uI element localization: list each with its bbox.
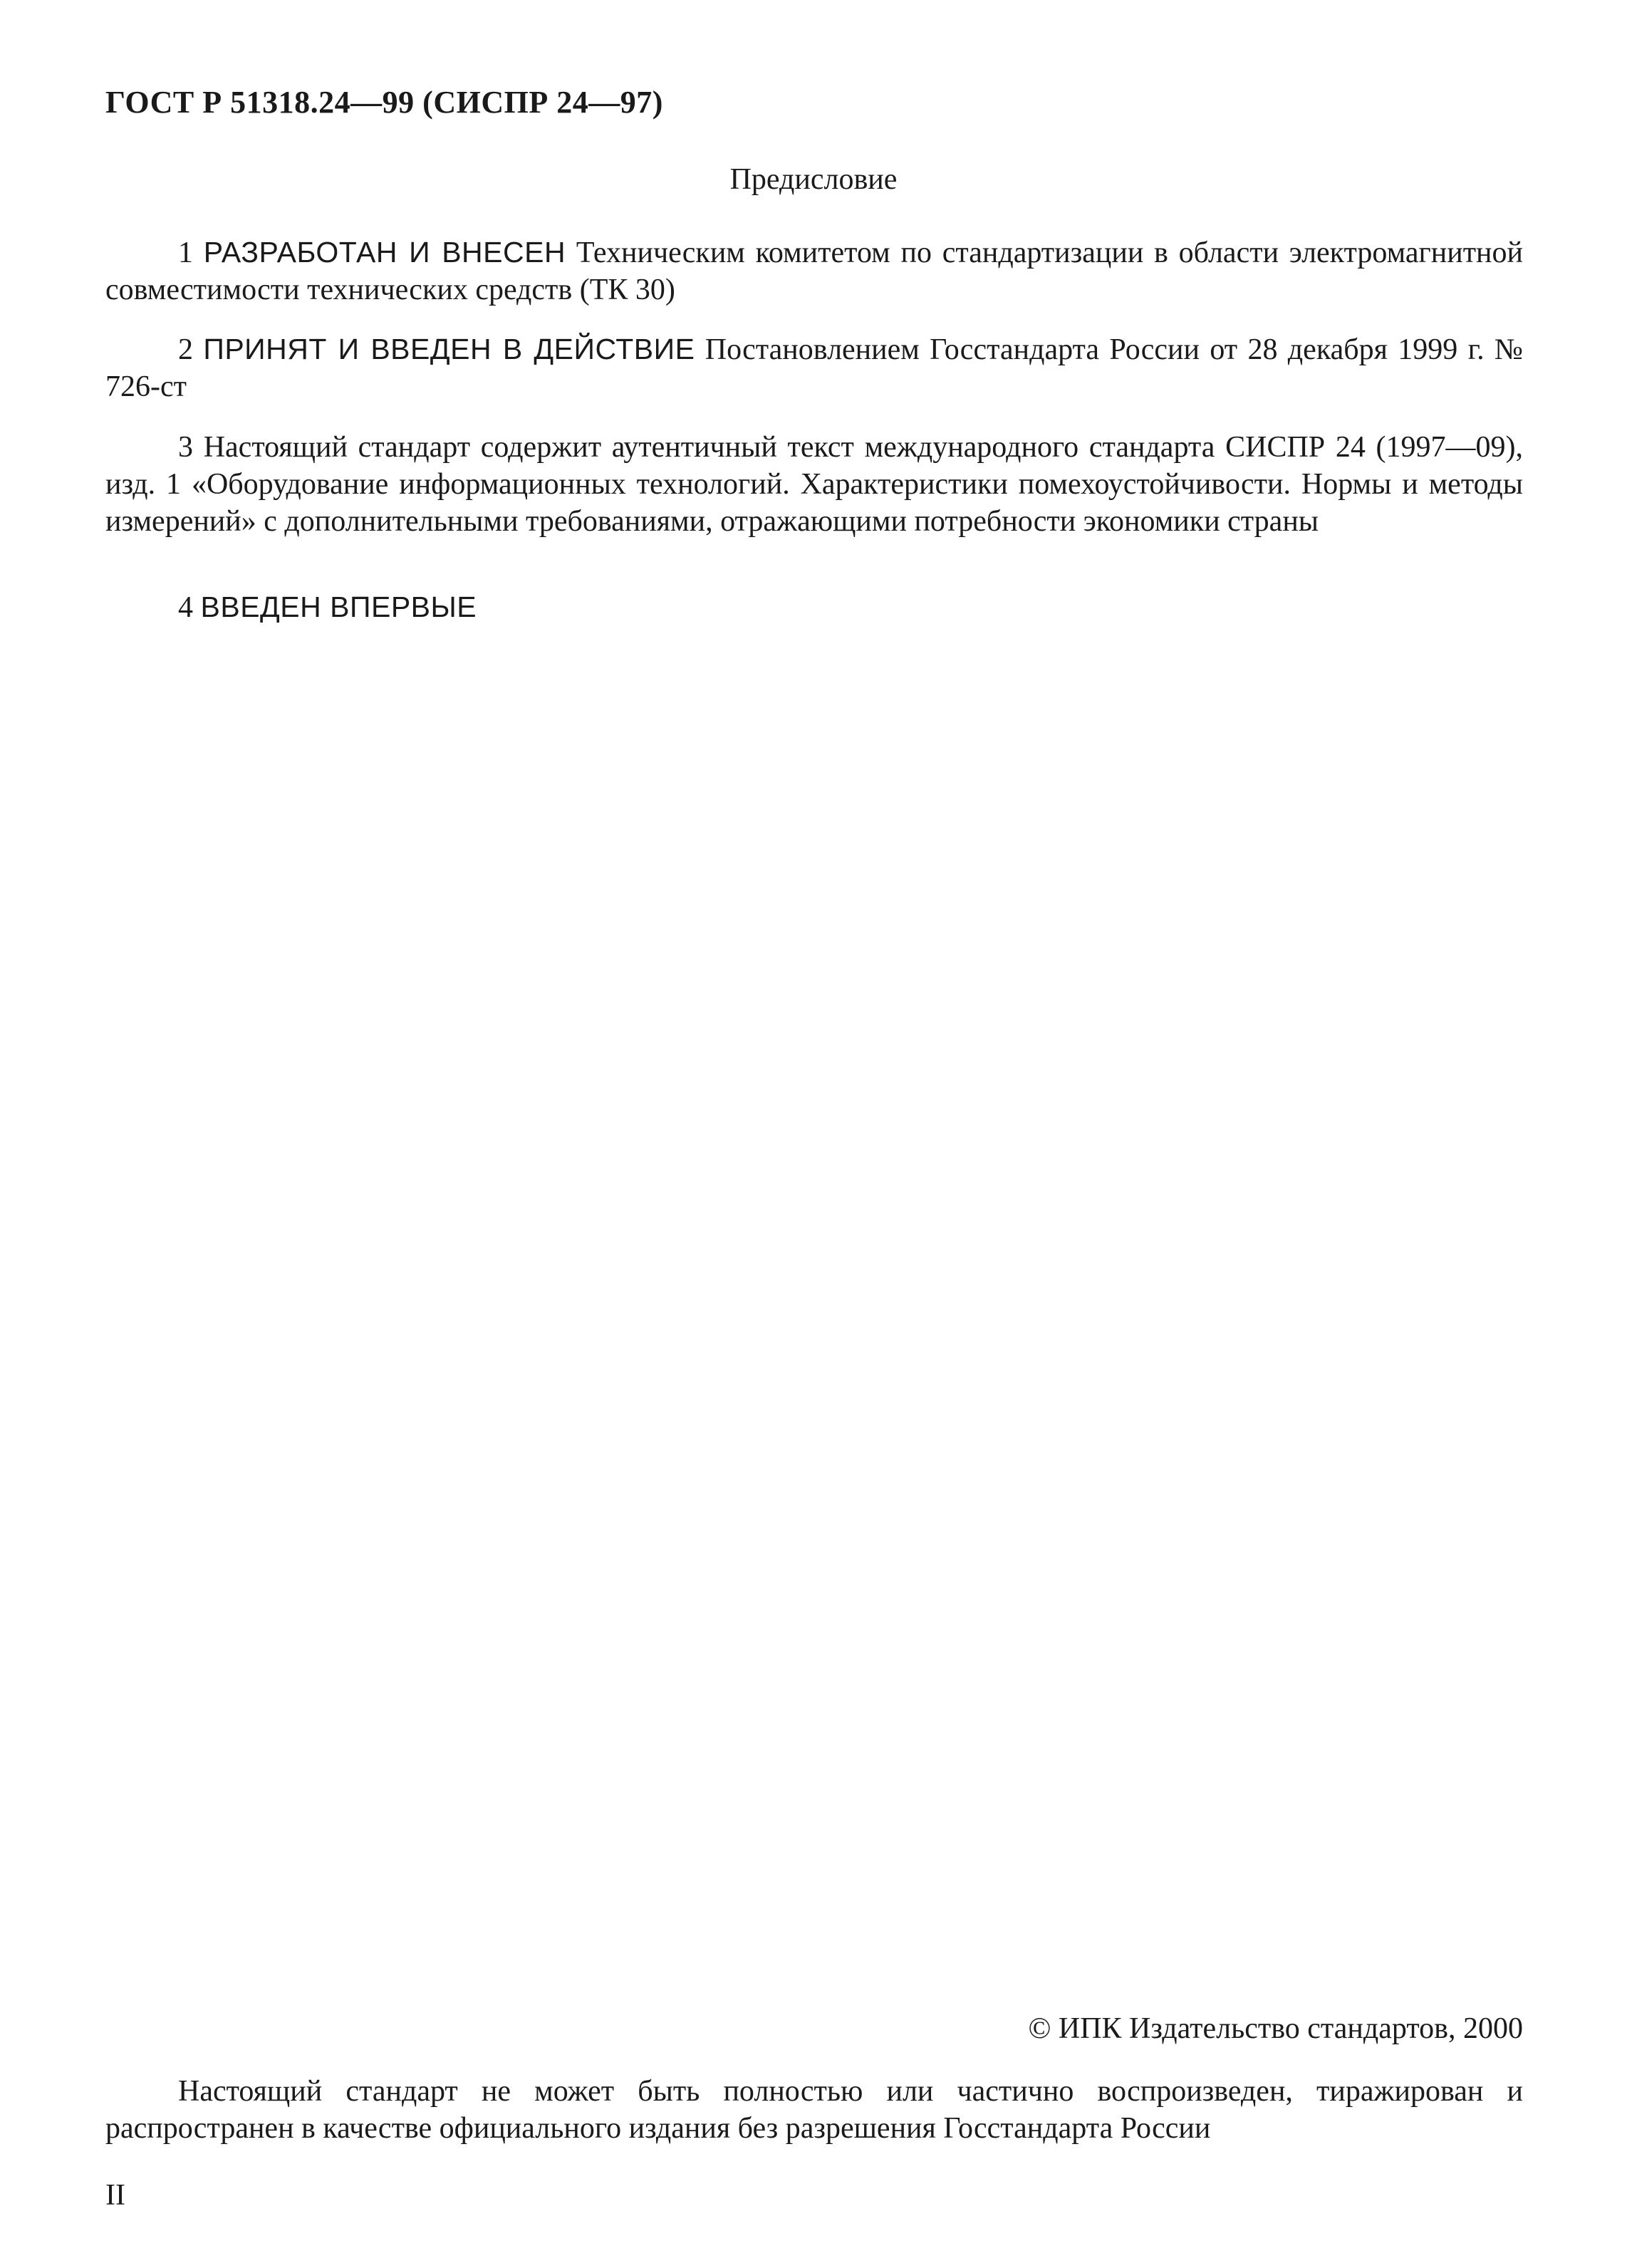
foreword-title: Предисловие: [729, 163, 898, 196]
page-number: II: [105, 2179, 125, 2212]
item-number: 4: [178, 591, 193, 624]
item-lead: ВВЕДЕН ВПЕРВЫЕ: [200, 591, 477, 623]
item-text: Настоящий стандарт содержит аутентичный текст международного стандарта СИСПР 24 (1997—09), изд. 1 «Оборудование информационных технологий. Характеристики помехоустойчивости. Нормы и методы измерений» с дополнительными требованиями, отражающими потребности экономики страны: [105, 431, 1524, 538]
foreword-item-1: [105, 234, 1523, 308]
standard-designation: ГОСТ Р 51318.24—99 (СИСПР 24—97): [105, 85, 663, 120]
foreword-item-3: [105, 429, 1523, 540]
foreword-item-2: [105, 331, 1523, 405]
item-text: Постановлением Госстандарта России от 28 декабря 1999 г. № 726-ст: [105, 333, 1523, 403]
item-number: 2: [178, 333, 193, 366]
item-lead: РАЗРАБОТАН И ВНЕСЕН: [203, 236, 566, 269]
item-lead: ПРИНЯТ И ВВЕДЕН В ДЕЙСТВИЕ: [203, 333, 695, 365]
item-number: 1: [178, 236, 193, 269]
reproduction-notice: Настоящий стандарт не может быть полностью или частично воспроизведен, тиражирован и распространен в качестве официального издания без разрешения Госстандарта России: [105, 2075, 1523, 2145]
foreword-item-4: [105, 588, 1523, 626]
item-number: 3: [178, 431, 193, 464]
item-text: Техническим комитетом по стандартизации в области электромагнитной совместимости технических средств (ТК 30): [105, 236, 1524, 306]
copyright-line: © ИПК Издательство стандартов, 2000: [1028, 2012, 1523, 2045]
